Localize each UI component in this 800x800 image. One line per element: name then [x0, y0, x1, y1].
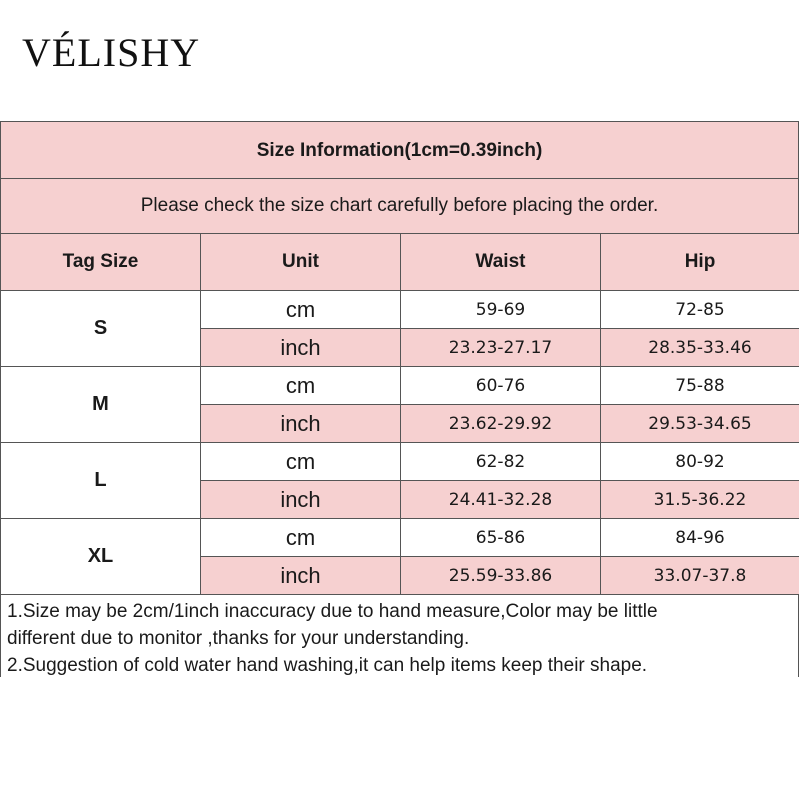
hip-cell: 29.53-34.65 — [601, 405, 799, 443]
unit-cell: inch — [201, 405, 401, 443]
unit-cell: cm — [201, 291, 401, 329]
waist-cell: 25.59-33.86 — [401, 557, 601, 595]
hip-cell: 33.07-37.8 — [601, 557, 799, 595]
tag-size-s: S — [1, 291, 201, 367]
unit-cell: cm — [201, 443, 401, 481]
brand-logo-text: VÉLISHY — [22, 29, 201, 75]
tag-size-xl: XL — [1, 519, 201, 595]
size-chart-title-row — [1, 122, 798, 179]
waist-cell: 23.23-27.17 — [401, 329, 601, 367]
hip-cell: 72-85 — [601, 291, 799, 329]
size-chart-notice-row — [1, 179, 798, 234]
waist-cell: 59-69 — [401, 291, 601, 329]
hip-cell: 28.35-33.46 — [601, 329, 799, 367]
unit-cell: inch — [201, 481, 401, 519]
size-chart-title: Size Information(1cm=0.39inch) — [256, 140, 543, 161]
waist-cell: 23.62-29.92 — [401, 405, 601, 443]
hip-cell: 84-96 — [601, 519, 799, 557]
size-notes — [1, 595, 798, 677]
hip-cell: 80-92 — [601, 443, 799, 481]
hip-cell: 75-88 — [601, 367, 799, 405]
note-line: 2.Suggestion of cold water hand washing,it can help items keep their shape. — [7, 655, 648, 676]
waist-cell: 24.41-32.28 — [401, 481, 601, 519]
unit-cell: inch — [201, 329, 401, 367]
brand-logo — [22, 20, 200, 84]
waist-cell: 65-86 — [401, 519, 601, 557]
size-chart-notice: Please check the size chart carefully before placing the order. — [140, 195, 659, 216]
tag-size-m: M — [1, 367, 201, 443]
size-chart — [0, 121, 799, 677]
header-waist: Waist — [401, 234, 601, 291]
waist-cell: 60-76 — [401, 367, 601, 405]
unit-cell: cm — [201, 519, 401, 557]
unit-cell: cm — [201, 367, 401, 405]
waist-cell: 62-82 — [401, 443, 601, 481]
note-line: 1.Size may be 2cm/1inch inaccuracy due to hand measure,Color may be little — [7, 601, 658, 622]
hip-cell: 31.5-36.22 — [601, 481, 799, 519]
unit-cell: inch — [201, 557, 401, 595]
header-unit: Unit — [201, 234, 401, 291]
tag-size-l: L — [1, 443, 201, 519]
header-tag-size: Tag Size — [1, 234, 201, 291]
note-line: different due to monitor ,thanks for your understanding. — [7, 628, 470, 649]
header-hip: Hip — [601, 234, 799, 291]
